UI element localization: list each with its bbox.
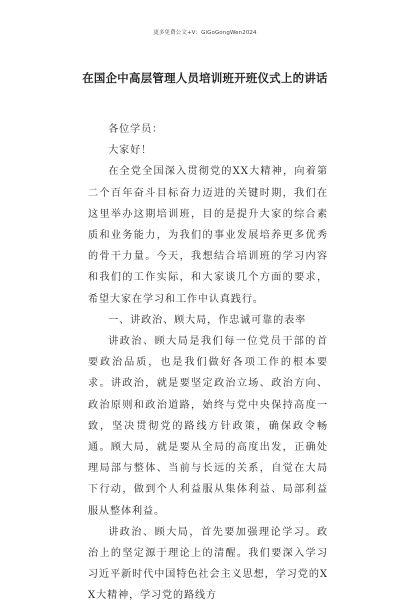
paragraph: 在全党全国深入贯彻党的XX大精神，向着第二个百年奋斗目标奋力迈进的关键时期，我们在这里举办这期培训班，目的是提升大家的综合素质和业务能力，为我们的事业发展培养更多优秀的骨干力量。今天，我想结合培训班的学习内容和我们的工作实际，和大家谈几个方面的要求，希望大家在学习和工作中认真践行。 — [88, 166, 328, 305]
section-heading: 一、讲政治、顾大局，作忠诚可靠的表率 — [108, 314, 307, 326]
document-title: 在国企中高层管理人员培训班开班仪式上的讲话 — [82, 71, 328, 85]
salutation: 各位学员： — [108, 124, 164, 135]
greeting: 大家好！ — [108, 145, 153, 157]
paragraph: 讲政治、顾大局是我们每一位党员干部的首要政治品质，也是我们做好各项工作的根本要求。讲政治，就是要坚定政治立场、政治方向、政治原则和政治道路，始终与党中央保持高度一致，坚决贯彻党的路线方针政策，确保政令畅通。顾大局，就是要从全局的高度出发，正确处理局部与整体、当前与长远的关系，自觉在大局下行动，做到个人利益服从集体利益、局部利益服从整体利益。 — [88, 336, 328, 517]
document-body — [88, 119, 328, 607]
paragraph: 讲政治、顾大局，首先要加强理论学习。政治上的坚定源于理论上的清醒。我们要深入学习习近平新时代中国特色社会主义思想，学习党的XX大精神，学习党的路线方 — [88, 526, 328, 602]
header-note: 更多免费公文+V：GiGoGongWen2024 — [153, 30, 257, 36]
